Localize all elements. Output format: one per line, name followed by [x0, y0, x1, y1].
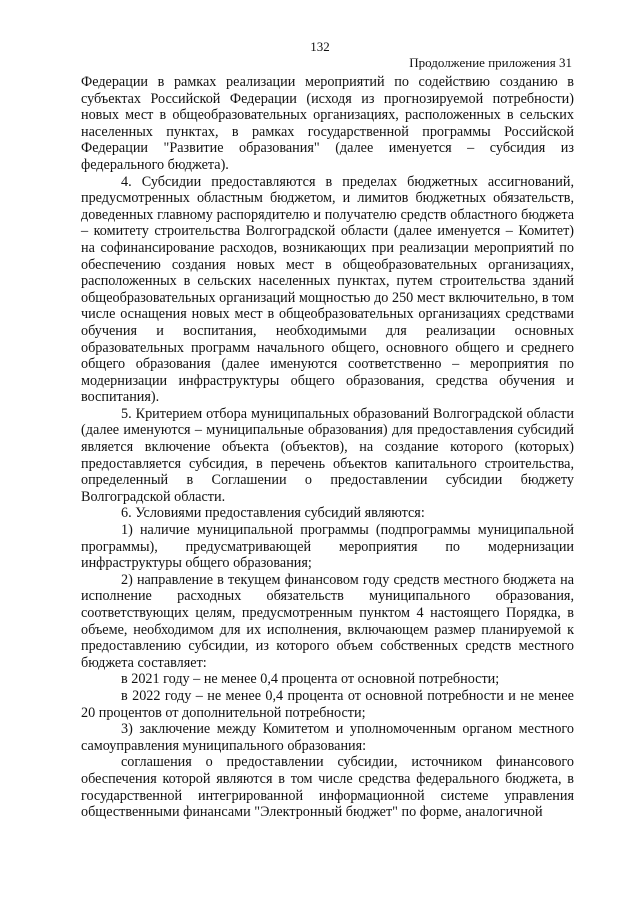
paragraph: Федерации в рамках реализации мероприятий по содействию созданию в субъектах Российской Федерации (исходя из прогнозируемой потребности) новых мест в общеобразовательных организациях, расположенных в сельских населенных пунктах, в рамках государственной программы Российской Федерации "Развитие образования" (далее именуется – субсидия из федерального бюджета). [81, 74, 574, 173]
paragraph: 4. Субсидии предоставляются в пределах бюджетных ассигнований, предусмотренных областным бюджетом, и лимитов бюджетных обязательств, доведенных главному распорядителю и получателю средств областного бюджета – комитету строительства Волгоградской области (далее именуется – Комитет) на софинансирование расходов, возникающих при реализации мероприятий по обеспечению создания новых мест в общеобразовательных организациях, расположенных в сельских населенных пунктах, путем строительства зданий общеобразовательных организаций мощностью до 250 мест включительно, в том числе оснащения новых мест в общеобразовательных организациях средствами обучения и воспитания, необходимыми для реализации основных образовательных программ начального общего, основного общего и среднего общего образования (далее именуются соответственно – мероприятия по модернизации инфраструктуры общего образования, средства обучения и воспитания). [81, 173, 574, 406]
paragraph: 3) заключение между Комитетом и уполномоченным органом местного самоуправления муниципального образования: [81, 721, 574, 754]
paragraph: соглашения о предоставлении субсидии, источником финансового обеспечения которой являются в том числе средства федерального бюджета, в государственной интегрированной информационной системе управления общественными финансами "Электронный бюджет" по форме, аналогичной [81, 754, 574, 821]
paragraph: 5. Критерием отбора муниципальных образований Волгоградской области (далее именуются – муниципальные образования) для предоставления субсидий является включение объекта (объектов), на создание которого (которых) предоставляется субсидия, в перечень объектов капитального строительства, определенный в Соглашении о предоставлении субсидии бюджету Волгоградской области. [81, 405, 574, 505]
continuation-label: Продолжение приложения 31 [409, 55, 572, 70]
page-number: 132 [310, 39, 330, 54]
paragraph: в 2021 году – не менее 0,4 процента от основной потребности; [121, 671, 500, 688]
paragraph: 1) наличие муниципальной программы (подпрограммы муниципальной программы), предусматривающей мероприятия по модернизации инфраструктуры общего образования; [81, 522, 574, 572]
document-body [81, 74, 574, 821]
paragraph: в 2022 году – не менее 0,4 процента от основной потребности и не менее 20 процентов от дополнительной потребности; [81, 687, 574, 721]
paragraph: 6. Условиями предоставления субсидий являются: [121, 505, 425, 522]
paragraph: 2) направление в текущем финансовом году средств местного бюджета на исполнение расходных обязательств муниципального образования, соответствующих целям, предусмотренным пунктом 4 настоящего Порядка, в объеме, необходимом для их исполнения, включающем размер планируемой к предоставлению субсидии, из которого объем собственных средств местного бюджета составляет: [81, 571, 574, 671]
